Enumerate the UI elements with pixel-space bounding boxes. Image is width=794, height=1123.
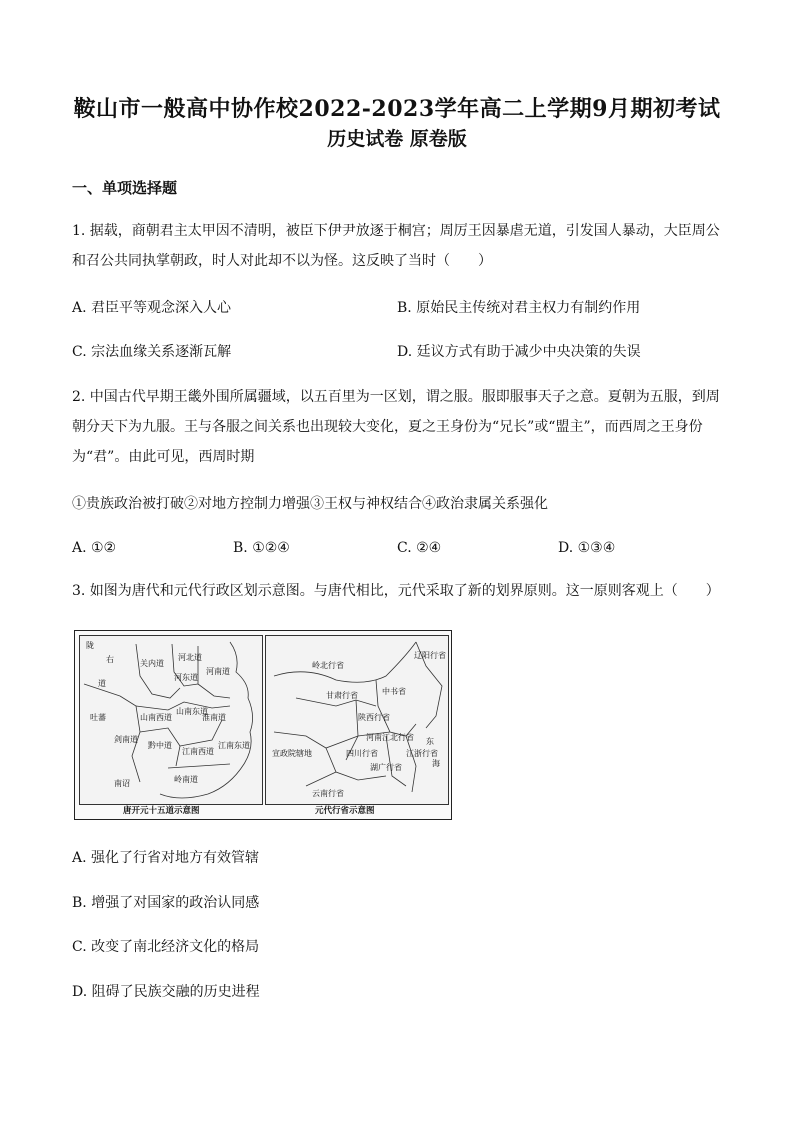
map-label: 道 xyxy=(98,679,106,688)
question-1-stem: 1. 据载，商朝君主太甲因不清明，被臣下伊尹放逐于桐宫；周厉王因暴虐无道，引发国人暴动，大臣周公和召公共同执掌朝政，时人对此却不以为怪。这反映了当时（ ） xyxy=(72,223,720,269)
map-figure xyxy=(74,630,452,820)
question-1-option-b[interactable]: B. 原始民主传统对君主权力有制约作用 xyxy=(397,300,641,316)
map-label: 吐蕃 xyxy=(90,713,106,722)
map-label: 黔中道 xyxy=(148,741,172,750)
map-label: 岭南道 xyxy=(174,775,198,784)
map-label: 淮南道 xyxy=(202,713,226,722)
map-label: 山南东道 xyxy=(176,707,208,716)
map-label: 右 xyxy=(106,655,114,664)
map-label: 云南行省 xyxy=(312,789,344,798)
question-2-option-c[interactable]: C. ②④ xyxy=(397,540,442,556)
page-title: 鞍山市一般高中协作校2022-2023学年高二上学期9月期初考试 xyxy=(73,96,721,122)
map-label: 江南西道 xyxy=(182,747,214,756)
map-label: 辽阳行省 xyxy=(414,651,446,660)
tang-dynasty-map xyxy=(79,635,263,805)
question-3-option-b[interactable]: B. 增强了对国家的政治认同感 xyxy=(72,895,260,911)
map-label: 海 xyxy=(432,759,440,768)
map-label: 江浙行省 xyxy=(406,749,438,758)
yuan-dynasty-map xyxy=(265,635,449,805)
map-label: 中书省 xyxy=(382,687,406,696)
question-2-statements: ①贵族政治被打破②对地方控制力增强③王权与神权结合④政治隶属关系强化 xyxy=(72,496,548,512)
question-3-option-a[interactable]: A. 强化了行省对地方有效管辖 xyxy=(72,850,260,866)
map-label: 江南东道 xyxy=(218,741,250,750)
question-3-stem: 3. 如图为唐代和元代行政区划示意图。与唐代相比，元代采取了新的划界原则。这一原则客观上（ ） xyxy=(72,583,720,599)
map-label: 河南江北行省 xyxy=(366,733,414,742)
map-label: 河东道 xyxy=(174,673,198,682)
map-label: 河南道 xyxy=(206,667,230,676)
map-label: 剑南道 xyxy=(114,735,138,744)
map-label: 河北道 xyxy=(178,653,202,662)
map-label: 湖广行省 xyxy=(370,763,402,772)
page-subtitle: 历史试卷 原卷版 xyxy=(327,128,467,150)
map-label: 南诏 xyxy=(114,779,130,788)
map-label: 东 xyxy=(426,737,434,746)
section-heading: 一、单项选择题 xyxy=(72,179,178,197)
map-label: 山南西道 xyxy=(140,713,172,722)
question-1-option-a[interactable]: A. 君臣平等观念深入人心 xyxy=(72,300,232,316)
question-1-option-c[interactable]: C. 宗法血缘关系逐渐瓦解 xyxy=(72,344,232,360)
tang-map-caption: 唐开元十五道示意图 xyxy=(123,806,200,816)
map-label: 陕西行省 xyxy=(358,713,390,722)
question-2-option-b[interactable]: B. ①②④ xyxy=(233,540,290,556)
map-label: 宣政院辖地 xyxy=(272,749,312,758)
question-1-option-d[interactable]: D. 廷议方式有助于减少中央决策的失误 xyxy=(397,344,641,360)
question-3-option-d[interactable]: D. 阻碍了民族交融的历史进程 xyxy=(72,984,260,1000)
question-2-option-d[interactable]: D. ①③④ xyxy=(558,540,616,556)
question-3-option-c[interactable]: C. 改变了南北经济文化的格局 xyxy=(72,939,260,955)
map-label: 甘肃行省 xyxy=(326,691,358,700)
map-label: 岭北行省 xyxy=(312,661,344,670)
question-2-option-a[interactable]: A. ①② xyxy=(72,540,117,556)
question-2-stem: 2. 中国古代早期王畿外围所属疆域，以五百里为一区划，谓之服。服即服事天子之意。夏朝为五服，到周朝分天下为九服。王与各服之间关系也出现较大变化，夏之王身份为“兄长”或“盟主”，而西周之王身份为“君”。由此可见，西周时期 xyxy=(72,389,720,465)
yuan-map-caption: 元代行省示意图 xyxy=(315,806,375,816)
map-label: 关内道 xyxy=(140,659,164,668)
map-label: 陇 xyxy=(86,641,94,650)
map-label: 四川行省 xyxy=(346,749,378,758)
